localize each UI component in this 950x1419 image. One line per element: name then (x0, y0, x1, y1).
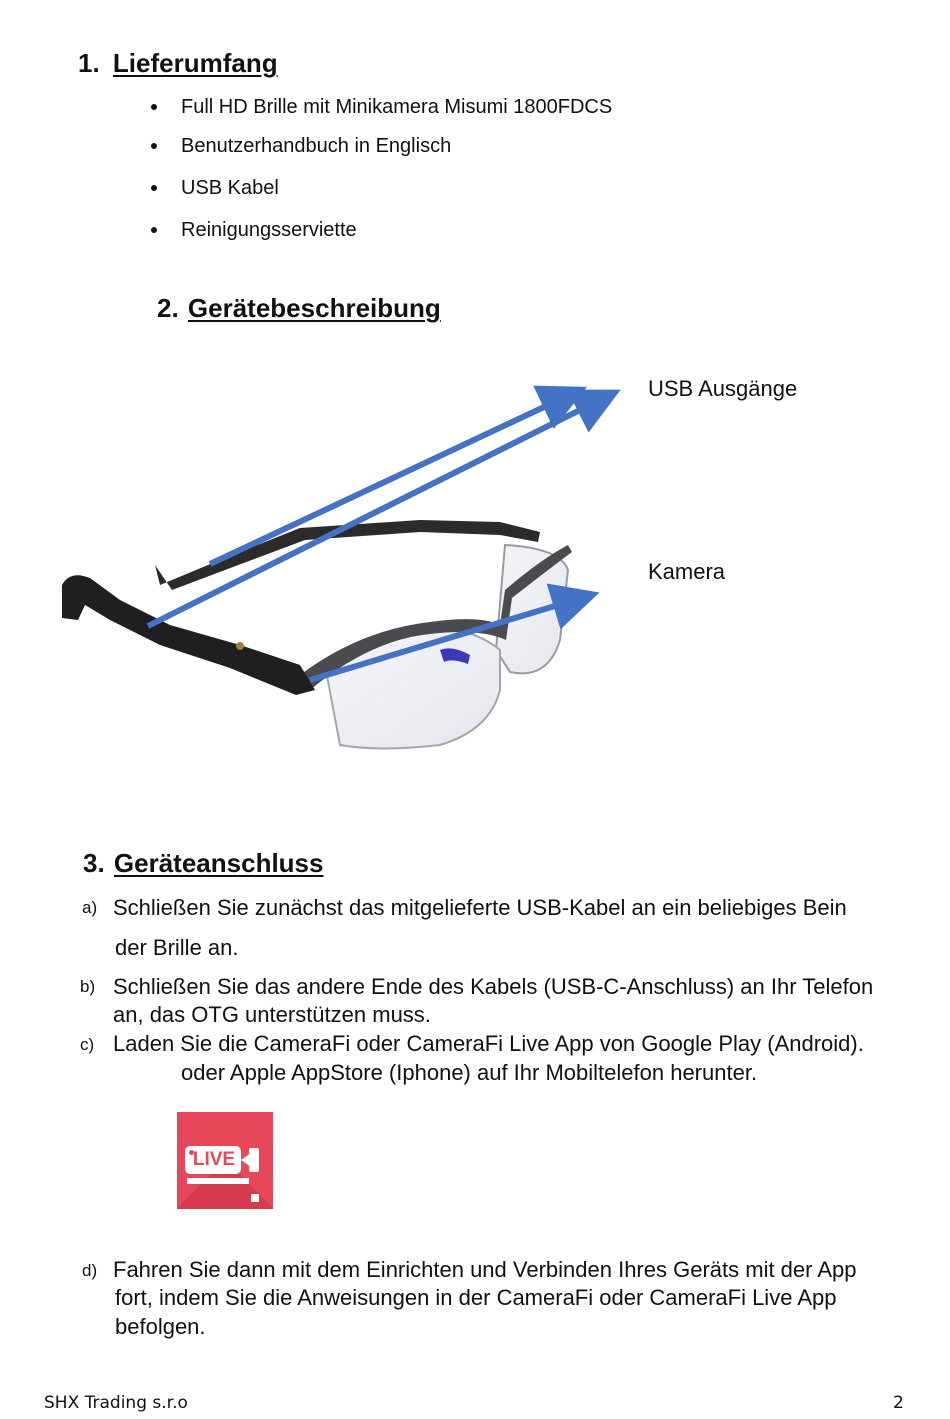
step-b-line-1: Schließen Sie das andere Ende des Kabels (USB-C-Anschluss) an Ihr Telefon (113, 974, 874, 999)
step-marker: d) (82, 1261, 98, 1280)
list-item: Benutzerhandbuch in Englisch (181, 135, 451, 158)
step-c-line-2: oder Apple AppStore (Iphone) auf Ihr Mobiltelefon herunter. (181, 1060, 758, 1085)
list-item: Full HD Brille mit Minikamera Misumi 1800FDCS (181, 96, 612, 119)
glasses-image (62, 520, 572, 749)
list-item: Reinigungsserviette (181, 219, 357, 242)
footer-company: SHX Trading s.r.o (44, 1393, 188, 1413)
camera-label: Kamera (648, 559, 726, 584)
step-c-line-1: Laden Sie die CameraFi oder CameraFi Live App von Google Play (Android). (113, 1031, 864, 1056)
section-3-number: 3. (83, 848, 105, 878)
section-3-heading (83, 848, 323, 879)
step-d-line-2: fort, indem Sie die Anweisungen in der CameraFi oder CameraFi Live App (115, 1285, 837, 1310)
step-marker: c) (80, 1035, 95, 1054)
step-a-line-1: Schließen Sie zunächst das mitgelieferte USB-Kabel an ein beliebiges Bein (113, 895, 847, 920)
glasses-diagram (0, 340, 950, 780)
section-2-heading (157, 293, 441, 324)
section-1-number: 1. (78, 48, 100, 78)
step-marker: a) (82, 898, 98, 917)
section-3-title: Geräteanschluss (113, 848, 324, 878)
step-d-line-1: Fahren Sie dann mit dem Einrichten und Verbinden Ihres Geräts mit der App (113, 1257, 857, 1282)
list-item: USB Kabel (181, 177, 279, 200)
section-2-title: Gerätebeschreibung (187, 293, 441, 323)
bullet-icon (151, 185, 157, 191)
step-d-line-3: befolgen. (115, 1314, 206, 1339)
live-icon-text: LIVE (192, 1149, 236, 1170)
page-number: 2 (893, 1393, 904, 1413)
bullet-icon (151, 143, 157, 149)
section-1-heading (78, 48, 278, 79)
camerafi-live-app-icon (177, 1112, 273, 1209)
bullet-icon (151, 227, 157, 233)
step-a-line-2: der Brille an. (115, 935, 239, 960)
step-b-line-2: an, das OTG unterstützen muss. (113, 1002, 431, 1027)
section-1-title: Lieferumfang (112, 48, 278, 78)
step-marker: b) (80, 977, 96, 996)
section-2-number: 2. (157, 293, 179, 323)
bullet-icon (151, 104, 157, 110)
usb-outputs-label: USB Ausgänge (648, 376, 798, 401)
